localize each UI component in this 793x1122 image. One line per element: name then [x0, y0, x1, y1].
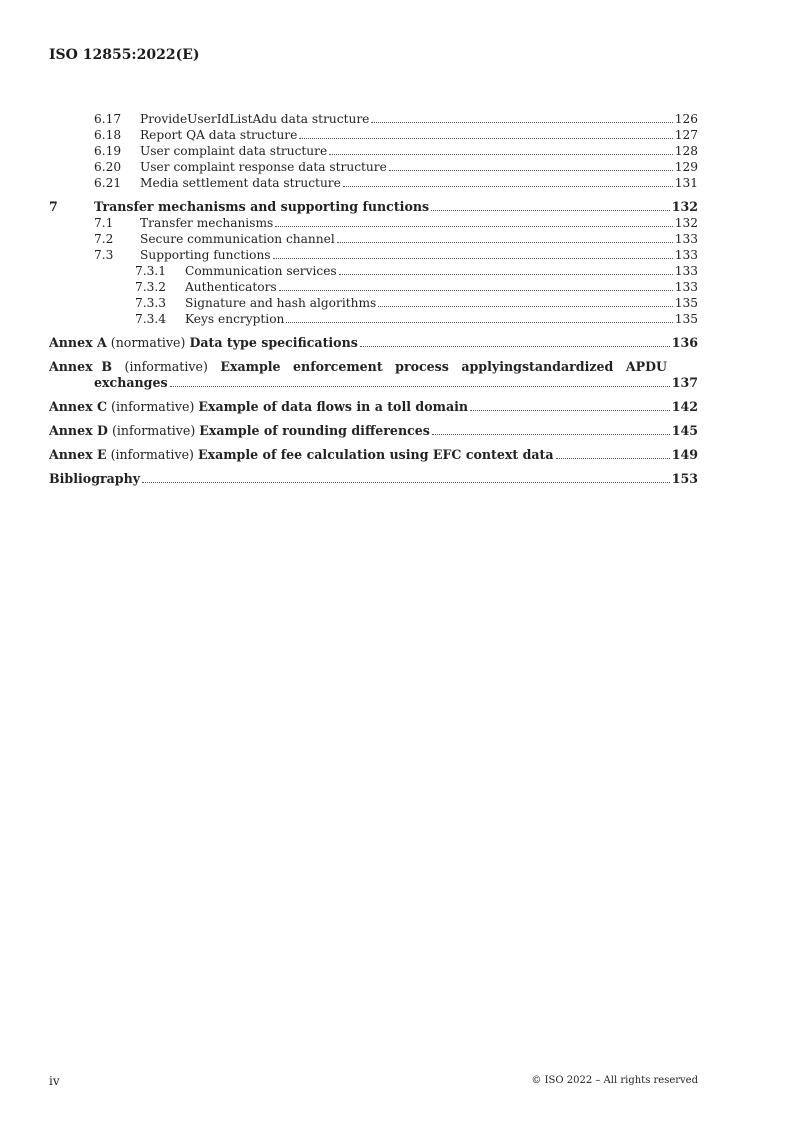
annex-label: Annex E: [49, 447, 107, 462]
toc-row[interactable]: [49, 247, 698, 263]
annex-title-word: applyingstandardized: [461, 359, 614, 374]
toc-page: 128: [674, 144, 698, 158]
toc-number: 6.17: [94, 112, 122, 126]
document-id-header: ISO 12855:2022(E): [49, 47, 200, 63]
toc-page: 135: [674, 312, 698, 326]
toc-number: 7.3.4: [135, 312, 167, 326]
toc-title: Communication services: [185, 264, 337, 278]
copyright-notice: © ISO 2022 – All rights reserved: [531, 1075, 698, 1086]
annex-type: (informative): [111, 399, 195, 414]
annex-title-word: APDU: [625, 359, 667, 374]
toc-page: 133: [674, 264, 698, 278]
toc-number: 7.3.1: [135, 264, 167, 278]
toc-page: 132: [674, 216, 698, 230]
toc-page: 149: [671, 447, 698, 462]
toc-row[interactable]: [49, 311, 698, 327]
toc-row[interactable]: [49, 279, 698, 295]
toc-title: Transfer mechanisms and supporting functions: [94, 199, 430, 214]
annex-title: Example of data flows in a toll domain: [198, 399, 469, 414]
toc-row[interactable]: [49, 215, 698, 231]
toc-title: Media settlement data structure: [140, 176, 341, 190]
toc-annex-d[interactable]: [49, 423, 698, 439]
toc-number: 7.3.3: [135, 296, 167, 310]
annex-title-word: Example: [220, 359, 281, 374]
toc-page: 142: [671, 399, 698, 414]
toc-page: 153: [671, 471, 698, 486]
toc-title: Signature and hash algorithms: [185, 296, 377, 310]
toc-page: 131: [674, 176, 698, 190]
toc-title: User complaint data structure: [140, 144, 328, 158]
toc-annex-a[interactable]: [49, 335, 698, 351]
toc-title: Keys encryption: [185, 312, 285, 326]
toc-row[interactable]: [49, 159, 698, 175]
toc-row[interactable]: [49, 295, 698, 311]
toc-title: User complaint response data structure: [140, 160, 387, 174]
toc-row[interactable]: [49, 263, 698, 279]
toc-title: Secure communication channel: [140, 232, 335, 246]
toc-title: Authenticators: [185, 280, 277, 294]
toc-annex-e[interactable]: [49, 447, 698, 463]
annex-label: Annex B: [49, 359, 113, 374]
toc-number: 6.20: [94, 160, 122, 174]
annex-type: (informative): [124, 359, 208, 374]
annex-title: Example of fee calculation using EFC context data: [197, 447, 554, 462]
toc-row[interactable]: [49, 127, 698, 143]
toc-annex-b[interactable]: [49, 359, 698, 391]
toc-page: 145: [671, 423, 698, 438]
toc-annex-c[interactable]: [49, 399, 698, 415]
toc-number: 7.3.2: [135, 280, 167, 294]
table-of-contents: [49, 111, 698, 487]
annex-title-word: process: [395, 359, 449, 374]
toc-section-row[interactable]: [49, 199, 698, 215]
toc-row[interactable]: [49, 111, 698, 127]
toc-page: 126: [674, 112, 698, 126]
toc-page: 129: [674, 160, 698, 174]
toc-page: 136: [671, 335, 698, 350]
annex-type: (informative): [110, 447, 194, 462]
toc-page: 133: [674, 232, 698, 246]
annex-label: Annex D: [49, 423, 108, 438]
toc-page: 137: [671, 375, 698, 390]
toc-number: 6.21: [94, 176, 122, 190]
toc-row[interactable]: [49, 143, 698, 159]
annex-label: Annex A: [49, 335, 107, 350]
toc-page: 133: [674, 280, 698, 294]
toc-title: ProvideUserIdListAdu data structure: [140, 112, 370, 126]
annex-type: (informative): [111, 423, 196, 438]
toc-page: 133: [674, 248, 698, 262]
toc-number: 6.18: [94, 128, 122, 142]
annex-title: Data type specifications: [189, 335, 358, 350]
toc-page: 135: [674, 296, 698, 310]
annex-title-continuation: exchanges: [94, 375, 168, 390]
annex-label: Annex C: [49, 399, 108, 414]
toc-number: 7.3: [94, 248, 114, 262]
bibliography-title: Bibliography: [49, 471, 141, 486]
toc-number: 7: [49, 199, 58, 214]
toc-bibliography[interactable]: [49, 471, 698, 487]
annex-title-word: enforcement: [293, 359, 383, 374]
toc-number: 7.2: [94, 232, 114, 246]
toc-row[interactable]: [49, 231, 698, 247]
toc-title: Report QA data structure: [140, 128, 298, 142]
toc-page: 127: [674, 128, 698, 142]
toc-title: Supporting functions: [140, 248, 271, 262]
annex-type: (normative): [110, 335, 186, 350]
annex-title: Example of rounding differences: [199, 423, 430, 438]
toc-title: Transfer mechanisms: [140, 216, 274, 230]
page-number: iv: [49, 1074, 60, 1088]
toc-page: 132: [671, 199, 698, 214]
toc-number: 7.1: [94, 216, 114, 230]
toc-row[interactable]: [49, 175, 698, 191]
toc-number: 6.19: [94, 144, 122, 158]
